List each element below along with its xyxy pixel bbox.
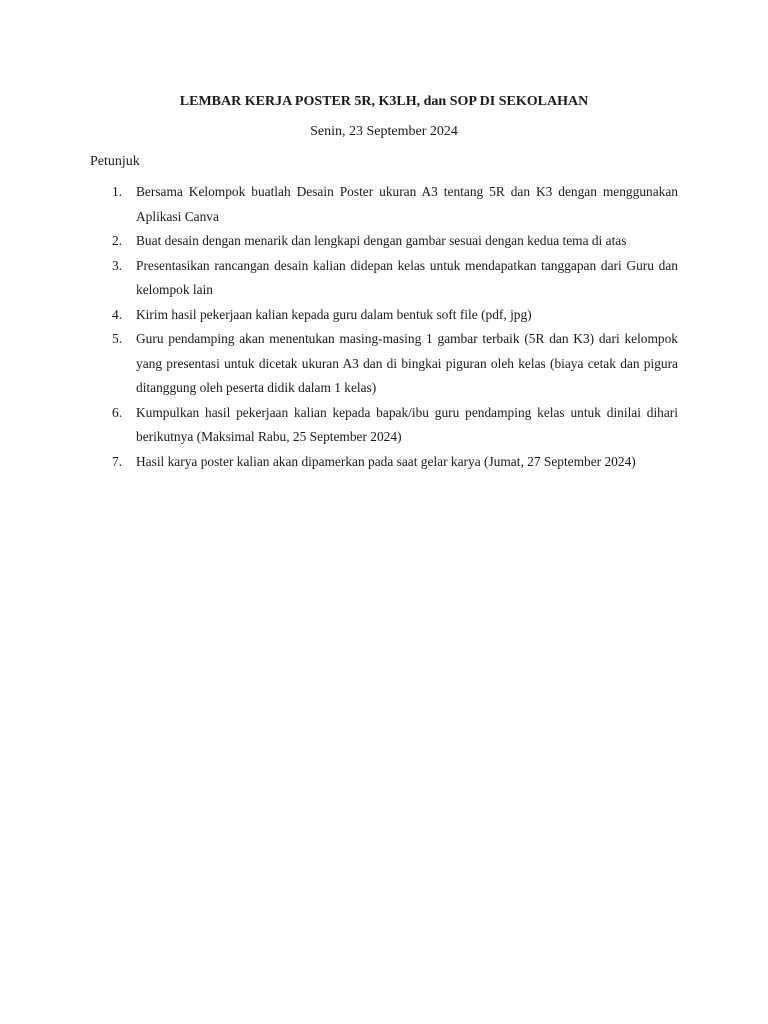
list-item-text: Kirim hasil pekerjaan kalian kepada guru dalam bentuk soft file (pdf, jpg) (136, 306, 532, 322)
list-item (90, 450, 678, 475)
list-item-number: 5. (112, 331, 123, 346)
list-item-text: Bersama Kelompok buatlah Desain Poster ukuran A3 tentang 5R dan K3 dengan menggunakan Aplikasi Canva (136, 184, 678, 224)
list-item (90, 327, 678, 401)
list-item-number: 3. (112, 257, 123, 273)
section-label-petunjuk: Petunjuk (90, 154, 140, 169)
list-item-text: Hasil karya poster kalian akan dipamerkan pada saat gelar karya (Jumat, 27 September 2024) (136, 453, 636, 469)
list-item-text: Presentasikan rancangan desain kalian didepan kelas untuk mendapatkan tanggapan dari Guru dan kelompok lain (136, 257, 678, 297)
list-item-number: 1. (112, 184, 123, 199)
instruction-list (90, 180, 678, 474)
list-item (90, 303, 678, 328)
list-item (90, 254, 678, 303)
list-item-text: Kumpulkan hasil pekerjaan kalian kepada bapak/ibu guru pendamping kelas untuk dinilai dihari berikutnya (Maksimal Rabu, 25 September 2024) (136, 404, 678, 444)
document-title: LEMBAR KERJA POSTER 5R, K3LH, dan SOP DI SEKOLAHAN (179, 94, 589, 109)
list-item-text: Buat desain dengan menarik dan lengkapi dengan gambar sesuai dengan kedua tema di atas (136, 233, 627, 248)
document-date: Senin, 23 September 2024 (310, 124, 458, 139)
list-item-number: 6. (112, 404, 123, 420)
list-item-number: 4. (112, 306, 123, 322)
list-item (90, 229, 678, 254)
list-item-number: 2. (112, 233, 123, 248)
list-item-number: 7. (112, 453, 123, 469)
list-item (90, 180, 678, 229)
list-item (90, 401, 678, 450)
list-item-text: Guru pendamping akan menentukan masing-masing 1 gambar terbaik (5R dan K3) dari kelompok yang presentasi untuk dicetak ukuran A3 dan di bingkai piguran oleh kelas (biaya cetak dan pigura ditanggung oleh peserta didik dalam 1 kelas) (136, 331, 678, 395)
